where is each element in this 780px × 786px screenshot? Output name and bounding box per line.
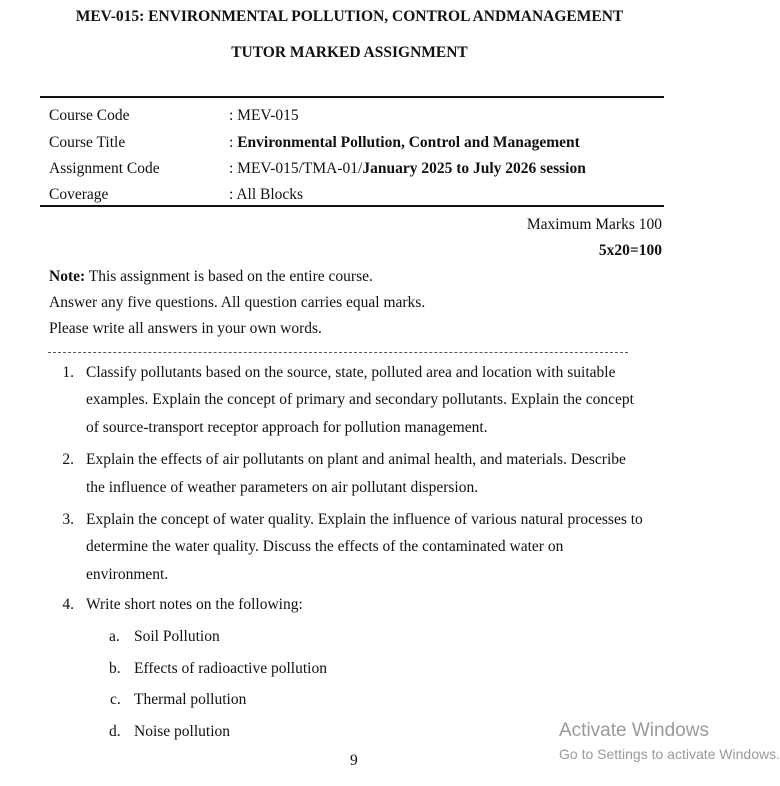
question-line: Write short notes on the following: <box>86 596 303 613</box>
marks-scheme: 5x20=100 <box>598 242 662 259</box>
sub-item-text: Soil Pollution <box>134 628 220 645</box>
question-number: 4. <box>62 596 74 613</box>
question-line: Explain the concept of water quality. Explain the influence of various natural processes to <box>86 511 643 528</box>
question-number: 2. <box>62 451 74 468</box>
question-number: 3. <box>62 511 74 528</box>
table-bottom-rule <box>40 205 664 207</box>
sub-item-letter: a. <box>109 628 120 645</box>
note-line-2: Answer any five questions. All question carries equal marks. <box>49 294 426 311</box>
sub-item-letter: b. <box>109 660 121 677</box>
maximum-marks: Maximum Marks 100 <box>526 216 662 233</box>
page-number: 9 <box>350 752 358 769</box>
sub-item-text: Noise pollution <box>134 723 231 740</box>
document-subtitle: TUTOR MARKED ASSIGNMENT <box>231 44 468 61</box>
sub-item-letter: d. <box>109 723 121 740</box>
question-line: determine the water quality. Discuss the effects of the contaminated water on <box>86 538 564 555</box>
activation-watermark-subtitle: Go to Settings to activate Windows. <box>559 746 780 762</box>
question-line: examples. Explain the concept of primary and secondary pollutants. Explain the concept <box>86 391 634 408</box>
sub-item-letter: c. <box>110 691 121 708</box>
question-line: environment. <box>86 566 169 583</box>
sub-item-text: Thermal pollution <box>134 691 247 708</box>
table-top-rule <box>40 96 664 98</box>
assignment-code-label: Assignment Code <box>49 160 160 177</box>
course-code-label: Course Code <box>49 107 130 124</box>
question-line: Explain the effects of air pollutants on plant and animal health, and materials. Describe <box>86 451 626 468</box>
course-title-value: Environmental Pollution, Control and Management <box>237 134 580 151</box>
course-title-prefix: : <box>229 134 238 151</box>
question-line: Classify pollutants based on the source, state, polluted area and location with suitable <box>86 364 616 381</box>
note-line-3: Please write all answers in your own words. <box>49 320 322 337</box>
question-number: 1. <box>62 364 74 381</box>
section-divider <box>48 352 628 353</box>
note-line-1 <box>49 268 373 286</box>
course-code-value: : MEV-015 <box>229 107 299 124</box>
assignment-code-value-row <box>229 160 586 178</box>
assignment-code-session: January 2025 to July 2026 session <box>362 160 586 177</box>
document-title: MEV-015: ENVIRONMENTAL POLLUTION, CONTROL ANDMANAGEMENT <box>75 8 624 25</box>
note-text: This assignment is based on the entire course. <box>85 268 373 285</box>
sub-item-text: Effects of radioactive pollution <box>134 660 327 677</box>
note-label: Note: <box>49 268 86 285</box>
course-title-value-row <box>229 134 580 152</box>
assignment-code-prefix: : MEV-015/TMA-01/ <box>229 160 363 177</box>
coverage-label: Coverage <box>49 186 109 203</box>
question-line: of source-transport receptor approach for pollution management. <box>86 419 488 436</box>
course-title-label: Course Title <box>49 134 126 151</box>
coverage-value: : All Blocks <box>229 186 304 203</box>
activation-watermark-title: Activate Windows <box>559 720 709 741</box>
question-line: the influence of weather parameters on air pollutant dispersion. <box>86 479 479 496</box>
